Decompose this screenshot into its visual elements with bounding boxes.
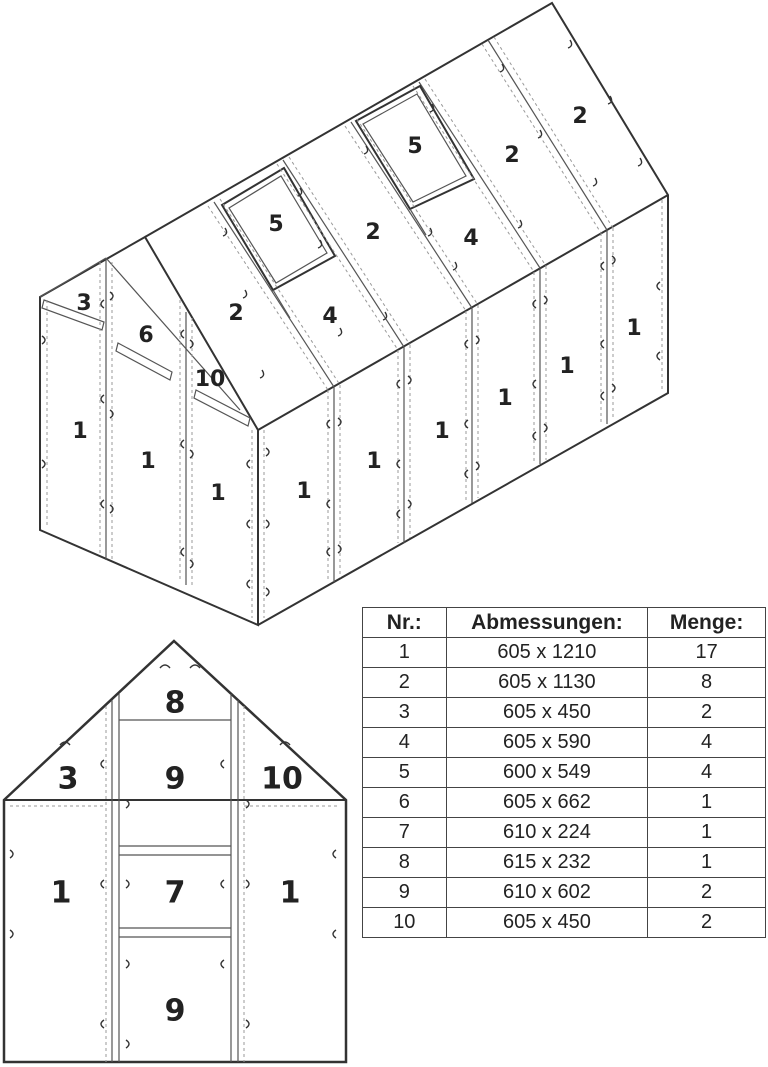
panel-label: 3	[76, 291, 92, 316]
header-quantity: Menge:	[648, 608, 766, 638]
cell-dimensions: 605 x 1210	[446, 638, 648, 668]
panel-label: 1	[434, 419, 450, 444]
cell-quantity: 4	[648, 758, 766, 788]
cell-quantity: 2	[648, 698, 766, 728]
cell-quantity: 4	[648, 728, 766, 758]
panel-label: 1	[497, 386, 513, 411]
panel-label: 10	[194, 367, 226, 392]
panel-label: 10	[261, 761, 303, 797]
cell-dimensions: 605 x 450	[446, 698, 648, 728]
panel-label: 2	[228, 301, 244, 326]
cell-nr: 7	[363, 818, 447, 848]
cell-dimensions: 605 x 1130	[446, 668, 648, 698]
panel-label: 2	[504, 143, 520, 168]
panel-label: 1	[140, 449, 156, 474]
cell-dimensions: 610 x 602	[446, 878, 648, 908]
panel-label: 2	[365, 220, 381, 245]
panel-label: 1	[559, 354, 575, 379]
cell-nr: 10	[363, 908, 447, 938]
panel-label: 4	[322, 304, 338, 329]
cell-dimensions: 600 x 549	[446, 758, 648, 788]
table-row	[363, 728, 766, 758]
table-row	[363, 698, 766, 728]
cell-nr: 3	[363, 698, 447, 728]
cell-nr: 5	[363, 758, 447, 788]
front-labels	[51, 686, 303, 1029]
cell-nr: 6	[363, 788, 447, 818]
panel-label: 1	[366, 449, 382, 474]
table-row	[363, 638, 766, 668]
cell-quantity: 17	[648, 638, 766, 668]
cell-nr: 8	[363, 848, 447, 878]
cell-quantity: 1	[648, 788, 766, 818]
panel-label: 9	[164, 993, 186, 1029]
panel-label: 4	[463, 226, 479, 251]
panel-label: 5	[268, 212, 284, 237]
table-row	[363, 668, 766, 698]
panel-label: 3	[57, 761, 79, 797]
panel-label: 1	[296, 479, 312, 504]
cell-dimensions: 610 x 224	[446, 818, 648, 848]
cell-dimensions: 605 x 450	[446, 908, 648, 938]
cell-quantity: 1	[648, 848, 766, 878]
panel-label: 7	[164, 875, 186, 911]
isometric-view	[40, 3, 668, 625]
header-dimensions: Abmessungen:	[446, 608, 648, 638]
table-row	[363, 818, 766, 848]
panel-label: 1	[72, 419, 88, 444]
panel-label: 1	[210, 481, 226, 506]
panel-label: 6	[138, 323, 154, 348]
panel-label: 2	[572, 104, 588, 129]
panel-label: 1	[279, 875, 301, 911]
cell-dimensions: 605 x 590	[446, 728, 648, 758]
panel-label: 8	[164, 685, 186, 721]
cell-nr: 4	[363, 728, 447, 758]
cell-dimensions: 605 x 662	[446, 788, 648, 818]
isometric-labels	[72, 104, 641, 506]
table-row	[363, 908, 766, 938]
table-row	[363, 878, 766, 908]
parts-table	[362, 607, 766, 938]
table-row	[363, 758, 766, 788]
panel-label: 1	[626, 316, 642, 341]
table-row	[363, 788, 766, 818]
table-row	[363, 848, 766, 878]
cell-dimensions: 615 x 232	[446, 848, 648, 878]
cell-quantity: 1	[648, 818, 766, 848]
panel-label: 1	[50, 875, 72, 911]
panel-label: 9	[164, 761, 186, 797]
cell-quantity: 8	[648, 668, 766, 698]
header-nr: Nr.:	[363, 608, 447, 638]
cell-quantity: 2	[648, 908, 766, 938]
cell-nr: 1	[363, 638, 447, 668]
cell-quantity: 2	[648, 878, 766, 908]
cell-nr: 2	[363, 668, 447, 698]
table-header-row	[363, 608, 766, 638]
panel-label: 5	[407, 134, 423, 159]
cell-nr: 9	[363, 878, 447, 908]
